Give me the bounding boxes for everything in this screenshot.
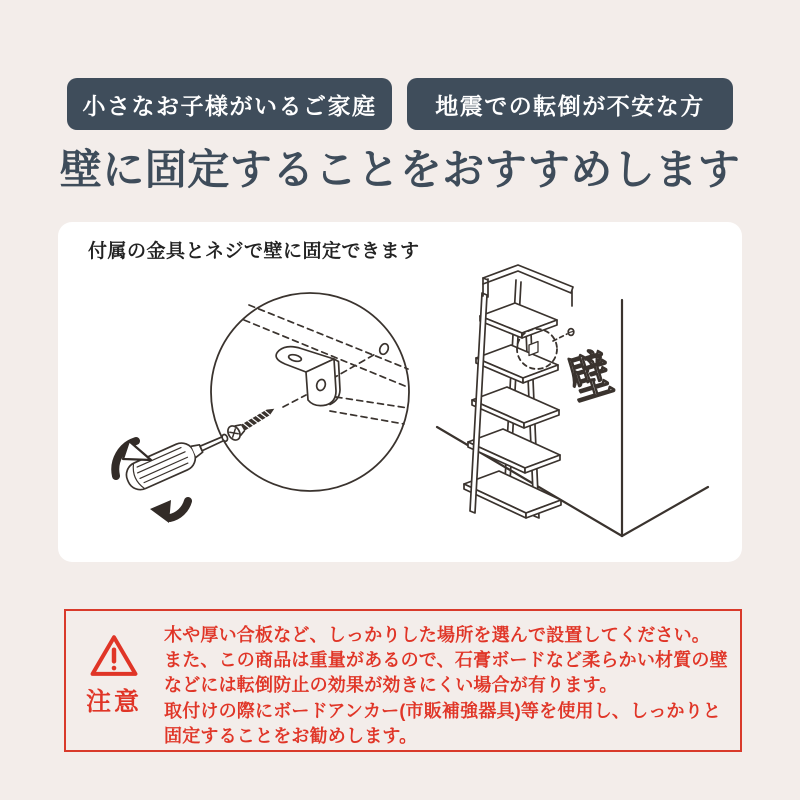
page-title: 壁に固定することをおすすめします: [59, 146, 741, 193]
caution-line: 木や厚い合板など、しっかりした場所を選んで設置してください。: [164, 625, 710, 645]
caution-label: 注意: [85, 688, 142, 716]
caution-box: [64, 609, 742, 752]
caution-line: 取付けの際にボードアンカー(市販補強器具)等を使用し、しっかりと: [164, 700, 722, 721]
caution-line: また、この商品は重量があるので、石膏ボードなど柔らかい材質の壁: [164, 650, 728, 671]
wall-pilot-hole: [378, 342, 390, 355]
badge-earthquake: 地震での転倒が不安な方: [407, 78, 733, 130]
screw-icon: [225, 402, 278, 442]
warning-triangle-icon: [89, 632, 139, 680]
caution-icon-column: [66, 611, 162, 718]
caution-line: 固定することをお勧めします。: [164, 725, 418, 746]
panel-caption: 付属の金具とネジで壁に固定できます: [88, 241, 420, 262]
badge-row: [0, 78, 800, 130]
caution-text: [162, 611, 740, 749]
badge-small-children: 小さなお子様がいるご家庭: [67, 78, 392, 130]
illustration-panel: [58, 222, 742, 562]
wall-label: 壁: [562, 343, 619, 411]
ladder-shelf: [464, 265, 573, 518]
wall-fixing-illustration: [58, 222, 742, 562]
l-bracket-icon: [276, 347, 340, 406]
caution-line: などには転倒防止の効果が効きにくい場合が有ります。: [164, 675, 618, 696]
